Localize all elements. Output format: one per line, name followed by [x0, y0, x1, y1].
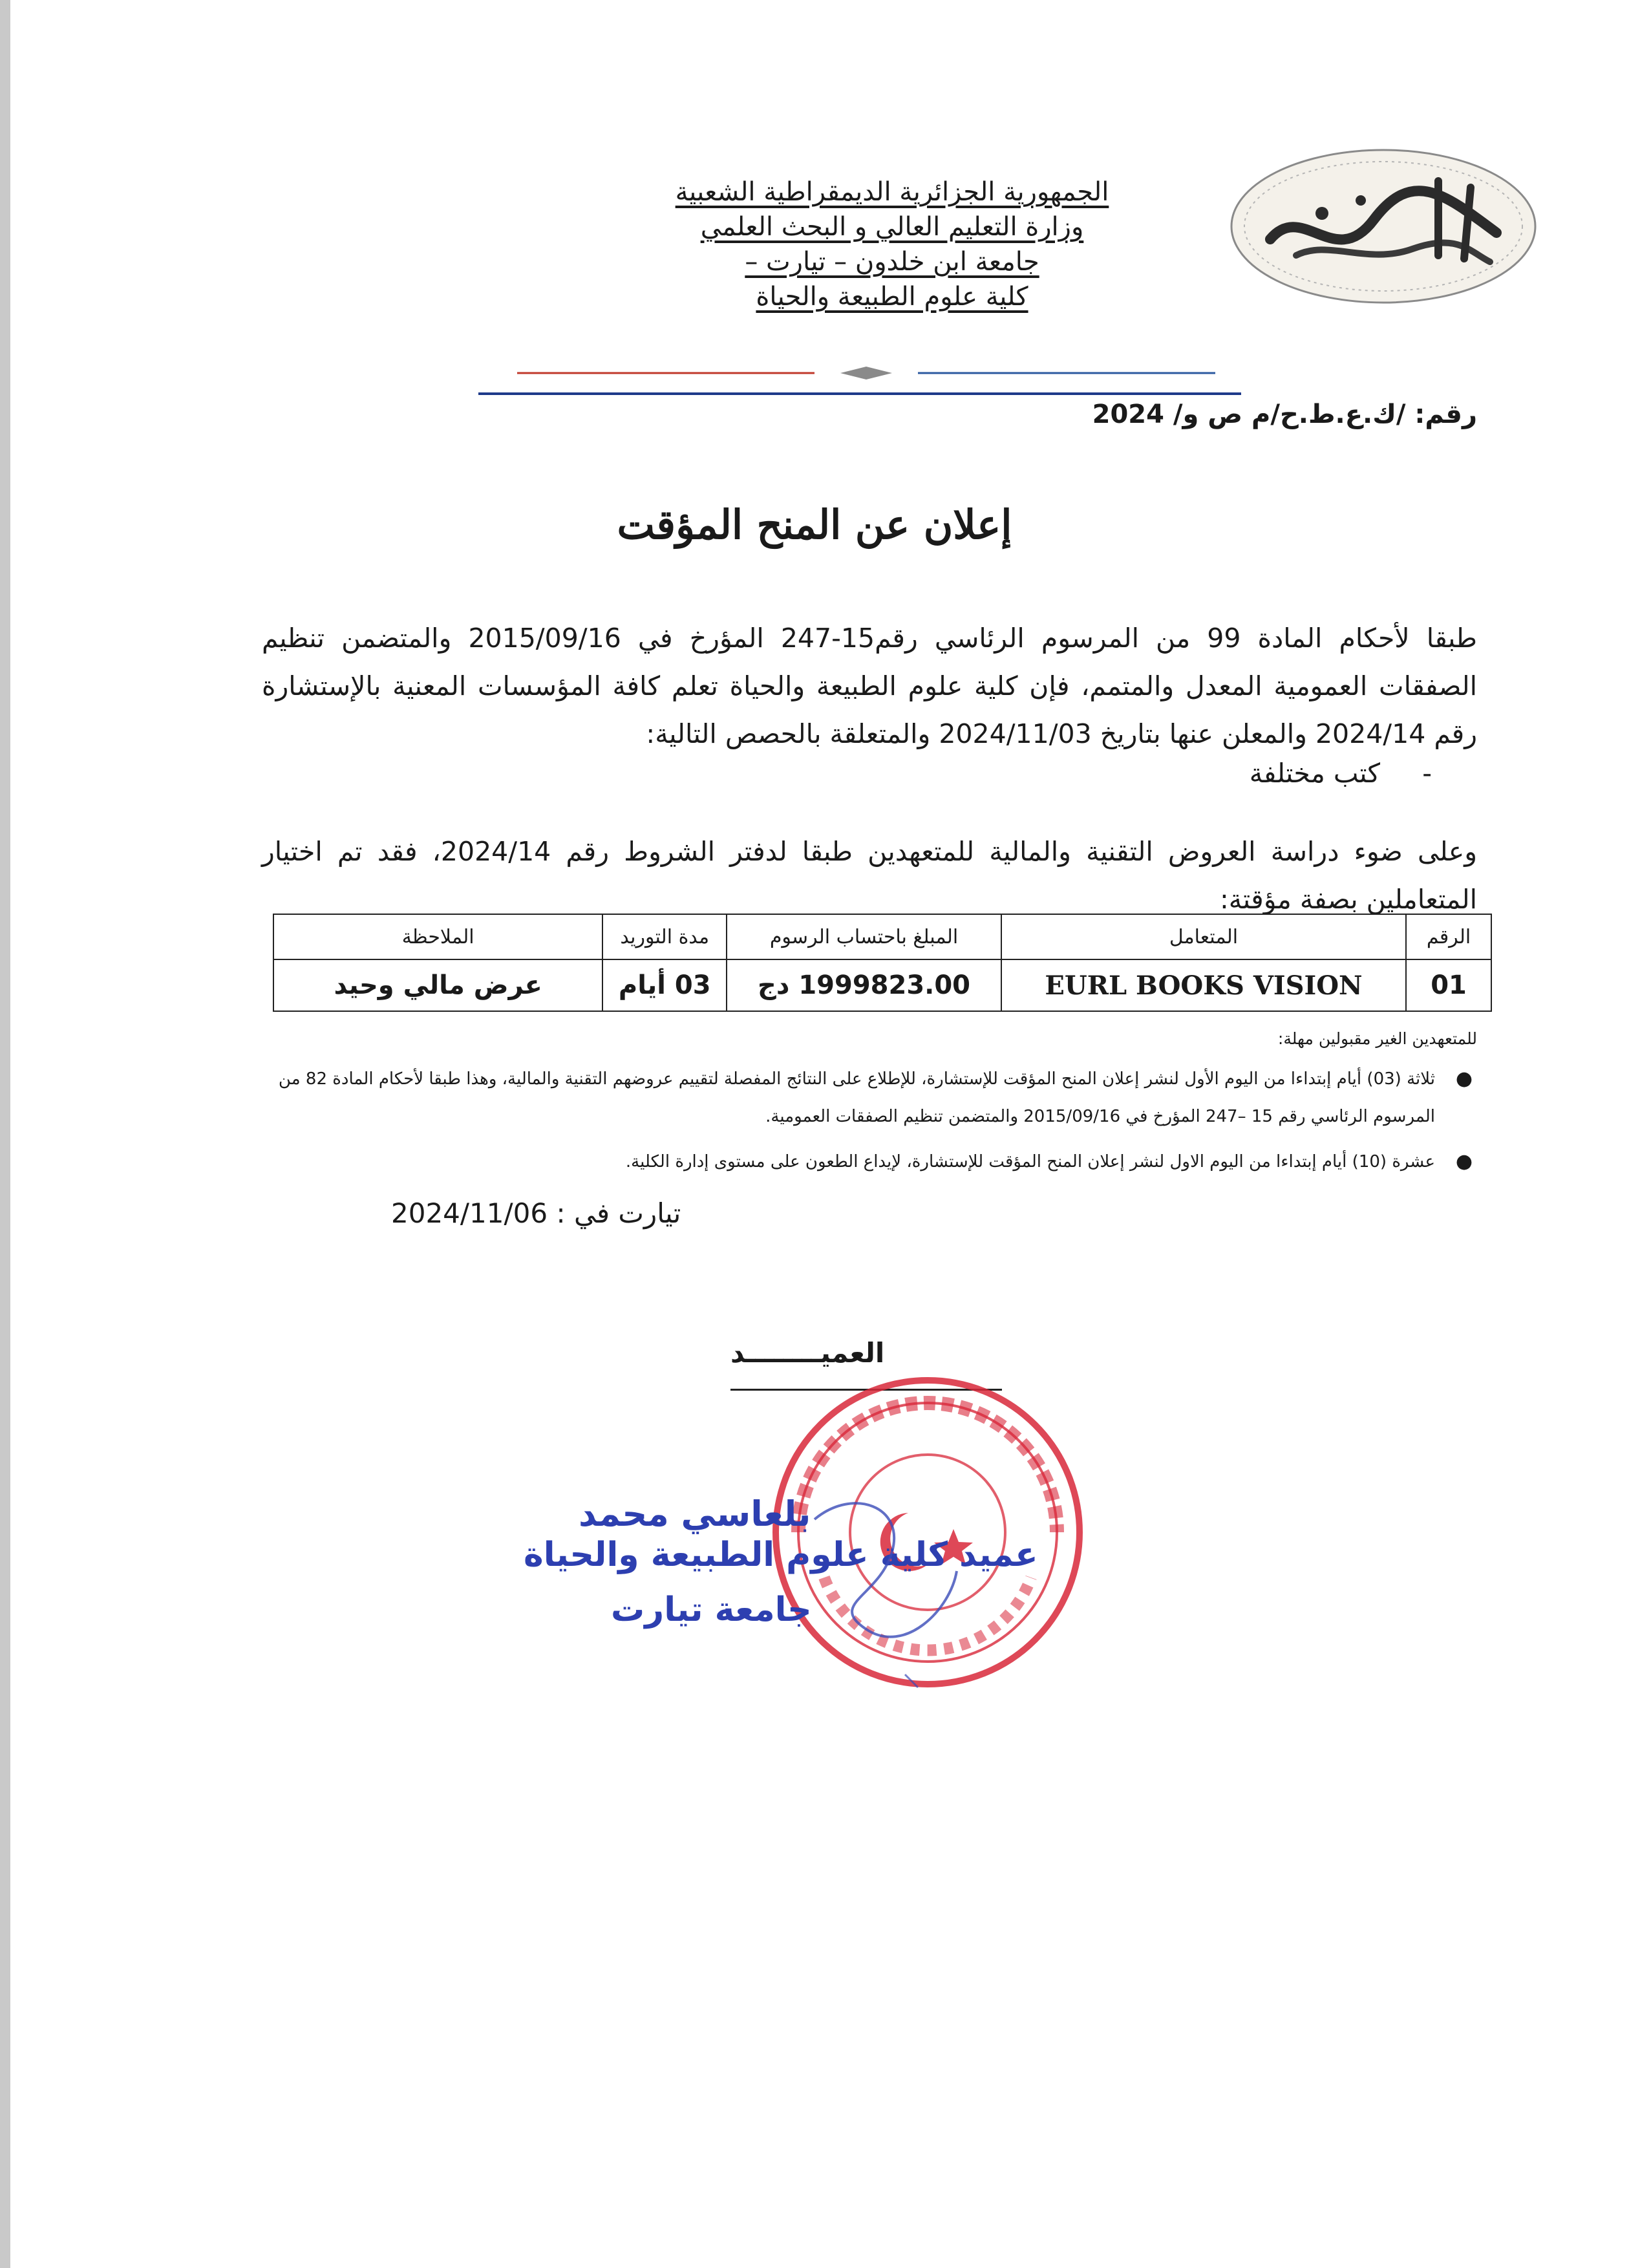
table-row: [273, 959, 1491, 1011]
cell-number: 01: [1406, 959, 1491, 1011]
evaluation-paragraph: وعلى ضوء دراسة العروض التقنية والمالية للمتعهدين طبقا لدفتر الشروط رقم 2024/14، فقد تم اختيار المتعاملين بصفة مؤقتة:: [262, 836, 1477, 915]
header-operator: المتعامل: [1001, 914, 1406, 959]
scan-edge: [0, 0, 10, 2268]
cell-remark: عرض مالي وحيد: [273, 959, 602, 1011]
place-label: تيارت في :: [556, 1197, 681, 1229]
reference-number: رقم: /ك.ع.ط.ح/م ص و/ 2024: [1092, 400, 1477, 429]
header-remark: الملاحظة: [273, 914, 602, 959]
results-table: [273, 914, 1492, 1012]
cell-amount: 1999823.00 دج: [727, 959, 1001, 1011]
note-item: [220, 1060, 1473, 1135]
handwritten-signature: [504, 1481, 1008, 1700]
bullet-dot-icon: ●: [1455, 1067, 1473, 1090]
header-line-ministry: وزارة التعليم العالي و البحث العلمي: [700, 212, 1084, 242]
header-line-university: جامعة ابن خلدون – تيارت –: [745, 247, 1039, 277]
cell-operator: EURL BOOKS VISION: [1001, 959, 1406, 1011]
university-logo: [1225, 142, 1542, 310]
signature-role: عميد كلية علوم الطبيعة والحياة: [524, 1535, 1038, 1574]
bullet-dot-icon: ●: [1455, 1150, 1473, 1173]
intro-paragraph: طبقا لأحكام المادة 99 من المرسوم الرئاسي رقم15-247 المؤرخ في 2015/09/16 والمتضمن تنظيم الصفقات العمومية المعدل والمتمم، فإن كلية علوم الطبيعة والحياة تعلم كافة المؤسسات المعنية بالإستشارة رقم 2024/14 والمعلن عنها بتاريخ 2024/11/03 والمتعلقة بالحصص التالية:: [262, 623, 1477, 749]
dean-title: العميــــــــد: [730, 1337, 885, 1369]
signature-university: جامعة تيارت: [611, 1590, 812, 1629]
notes-intro: للمتعهدين الغير مقبولين مهلة:: [1277, 1029, 1477, 1048]
page-title: إعلان عن المنح المؤقت: [617, 501, 1012, 548]
header-line-republic: الجمهورية الجزائرية الديمقراطية الشعبية: [675, 177, 1109, 207]
lot-item: كتب مختلفة: [1249, 758, 1380, 789]
date-value: 2024/11/06: [391, 1197, 548, 1229]
signature-name: بلعاسي محمد: [579, 1493, 811, 1534]
lot-dash: -: [1422, 758, 1432, 789]
header-delivery: مدة التوريد: [602, 914, 727, 959]
note-text: عشرة (10) أيام إبتداءا من اليوم الاول لنشر إعلان المنح المؤقت للإستشارة، لإيداع الطعون على مستوى إدارة الكلية.: [625, 1152, 1435, 1171]
note-item: [220, 1143, 1473, 1181]
notes-list: [220, 1060, 1473, 1181]
header-line-faculty: كلية علوم الطبيعة والحياة: [756, 282, 1028, 312]
header-divider: [478, 365, 1254, 398]
header-block: [569, 175, 1215, 314]
header-number: الرقم: [1406, 914, 1491, 959]
table-header-row: [273, 914, 1491, 959]
cell-delivery: 03 أيام: [602, 959, 727, 1011]
header-amount: المبلغ باحتساب الرسوم: [727, 914, 1001, 959]
place-date: [391, 1197, 681, 1229]
note-text: ثلاثة (03) أيام إبتداءا من اليوم الأول لنشر إعلان المنح المؤقت للإستشارة، للإطلاع على النتائج المفصلة لتقييم عروضهم التقنية والمالية، وهذا طبقا لأحكام المادة 82 من المرسوم الرئاسي رقم 15 –247 المؤرخ في 2015/09/16 والمتضمن تنظيم الصفقات العمومية.: [278, 1069, 1435, 1126]
